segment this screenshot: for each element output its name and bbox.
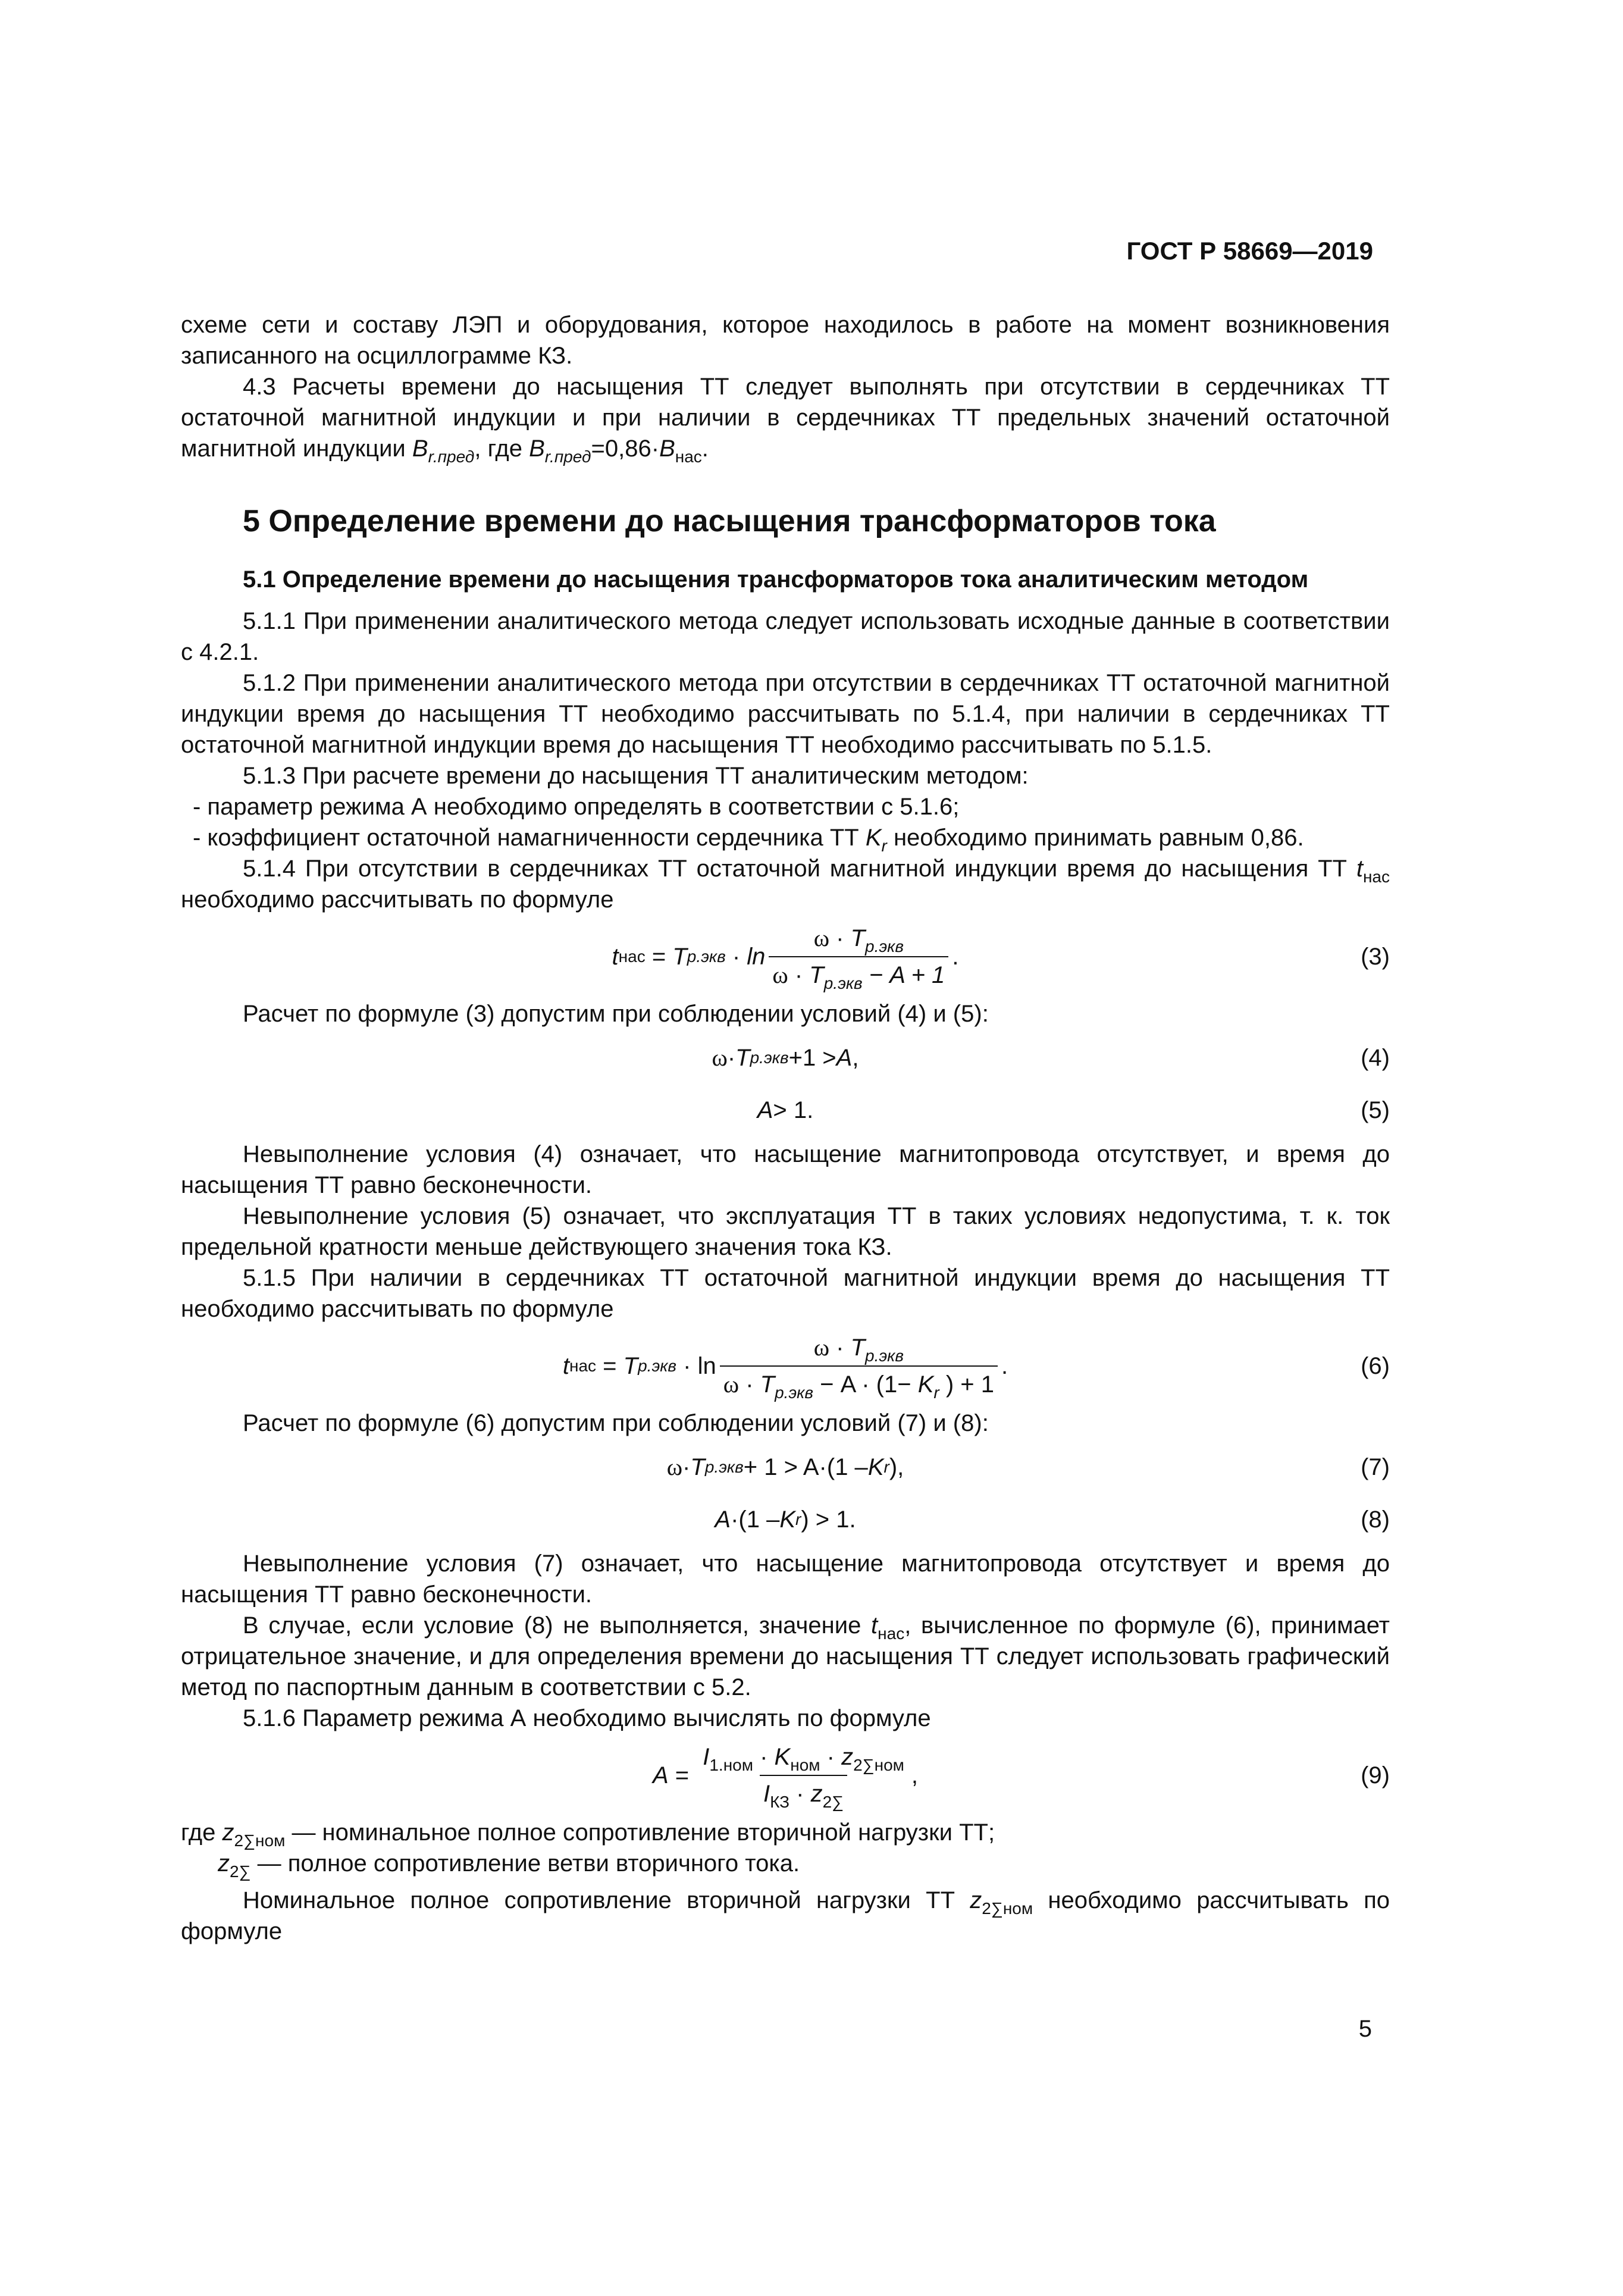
paragraph-5-1-2: 5.1.2 При применении аналитического метода при отсутствии в сердечниках ТТ остаточной магнитной индукции время до насыщения ТТ необходимо рассчитывать по 5.1.4, при наличии в сердечниках ТТ остаточной магнитной индукции время до насыщения ТТ необходимо рассчитывать по 5.1.5. [181, 670, 1390, 758]
fraction: $\frac{\omega \cdot T_{р.экв}}{\omega \cdot T_{р.экв} - A + 1}$ [769, 923, 948, 991]
paragraph-violation-5: Невыполнение условия (5) означает, что эксплуатация ТТ в таких условиях недопустима, т. к. ток предельной кратности меньше действующего значения тока КЗ. [181, 1203, 1390, 1260]
where-line-1: где $z_{2\sum ном}$ — номинальное полное сопротивление вторичной нагрузки ТТ; [181, 1819, 995, 1850]
paragraph-5-1-1: 5.1.1 При применении аналитического метода следует использовать исходные данные в соответствии с 4.2.1. [181, 608, 1390, 665]
paragraph-continuation: схеме сети и составу ЛЭП и оборудования, которое находилось в работе на момент возникновения записанного на осциллограмме КЗ. [181, 312, 1390, 369]
section-heading: 5 Определение времени до насыщения трансформаторов тока [243, 504, 1216, 538]
equation-number: (5) [1361, 1097, 1390, 1123]
paragraph-violation-4: Невыполнение условия (4) означает, что насыщение магнитопровода отсутствует, и время до насыщения ТТ равно бесконечности. [181, 1141, 1390, 1198]
fraction: $\frac{\omega \cdot T_{р.экв}}{\omega \cdot T_{р.экв} - A \cdot (1- K_r ) + 1}$ [720, 1332, 998, 1400]
equation-number: (7) [1361, 1454, 1390, 1480]
paragraph-case-8: В случае, если условие (8) не выполняется, значение $t_{нас}$, вычисленное по формуле (6), принимает отрицательное значение, и для определения времени до насыщения ТТ следует использовать графический метод по паспортным данным в соответствии с 5.2. [181, 1612, 1390, 1700]
equation-number: (3) [1361, 944, 1390, 970]
document-body [181, 309, 1390, 1947]
page-number: 5 [1358, 2016, 1372, 2042]
doc-header: ГОСТ Р 58669—2019 [1126, 237, 1373, 265]
equation-8: A ·(1 – K r ) > 1. (8) [181, 1496, 1390, 1543]
equation-6: t нас = T р.экв · ln $\frac{\omega \cdot T_{р.экв}}{\omega \cdot T_{р.экв} - A \cdot (1- K_r ) + 1}$ . (6) [181, 1330, 1390, 1402]
equation-3: t нас = T р.экв · ln $\frac{\omega \cdot T_{р.экв}}{\omega \cdot T_{р.экв} - A + 1}$ . (3) [181, 921, 1390, 992]
paragraph-5-1-4: 5.1.4 При отсутствии в сердечниках ТТ остаточной магнитной индукции время до насыщения ТТ $t_{нас}$ необходимо рассчитывать по формуле [181, 856, 1390, 913]
paragraph-5-1-3: 5.1.3 При расчете времени до насыщения ТТ аналитическим методом: [243, 763, 1029, 789]
equation-number: (6) [1361, 1353, 1390, 1379]
paragraph-nominal-impedance: Номинальное полное сопротивление вторичной нагрузки ТТ $z_{2\sum ном}$ необходимо рассчитывать по формуле [181, 1887, 1390, 1944]
where-line-2: $z_{2\sum}$ — полное сопротивление ветви вторичного тока. [218, 1850, 800, 1881]
list-item: - коэффициент остаточной намагниченности сердечника ТТ $K_r$ необходимо принимать равным 0,86. [193, 825, 1304, 855]
fraction: $\frac{I_{1.ном} \cdot K_{ном} \cdot z_{2\sum ном}}{I_{КЗ} \cdot z_{2\sum}}$ [703, 1744, 904, 1811]
paragraph-violation-7: Невыполнение условия (7) означает, что насыщение магнитопровода отсутствует и время до насыщения ТТ равно бесконечности. [181, 1550, 1390, 1608]
paragraph-conditions-6: Расчет по формуле (6) допустим при соблюдении условий (7) и (8): [243, 1410, 989, 1436]
equation-9: A = $\frac{I_{1.ном} \cdot K_{ном} \cdot z_{2\sum ном}}{I_{КЗ} \cdot z_{2\sum}}$ , (9) [181, 1740, 1390, 1811]
equation-4: ω · T р.экв +1 > A , (4) [181, 1034, 1390, 1082]
paragraph-4-3: 4.3 Расчеты времени до насыщения ТТ следует выполнять при отсутствии в сердечниках ТТ остаточной магнитной индукции и при наличии в сердечниках ТТ предельных значений остаточной магнитной индукции $B_{r.пред}$, где $B_{r.пред}=0,86\cdot B_{нас}$. [181, 374, 1390, 466]
equation-number: (9) [1361, 1762, 1390, 1788]
equation-number: (4) [1361, 1045, 1390, 1071]
paragraph-conditions-3: Расчет по формуле (3) допустим при соблюдении условий (4) и (5): [243, 1001, 989, 1027]
subsection-heading: 5.1 Определение времени до насыщения трансформаторов тока аналитическим методом [243, 566, 1309, 593]
equation-number: (8) [1361, 1506, 1390, 1533]
paragraph-5-1-6: 5.1.6 Параметр режима А необходимо вычислять по формуле [243, 1705, 931, 1731]
equation-5: A > 1. (5) [181, 1086, 1390, 1134]
equation-7: ω · T р.экв + 1 > A·(1 – K r ), (7) [181, 1443, 1390, 1491]
paragraph-5-1-5: 5.1.5 При наличии в сердечниках ТТ остаточной магнитной индукции время до насыщения ТТ необходимо рассчитывать по формуле [181, 1265, 1390, 1322]
list-item: - параметр режима А необходимо определять в соответствии с 5.1.6; [193, 794, 960, 820]
